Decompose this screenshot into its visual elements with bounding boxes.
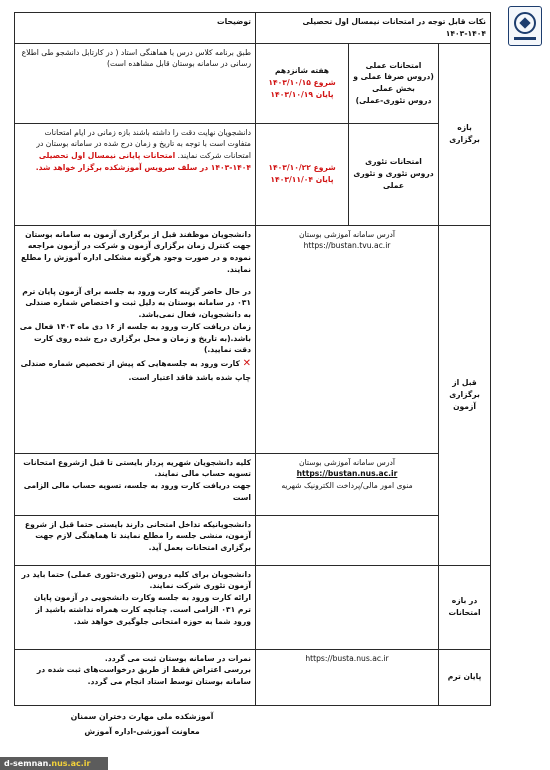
practical-exam-dates: هفته شانزدهم شروع ۱۴۰۳/۱۰/۱۵ پایان ۱۴۰۳/۱۰/۱۹ bbox=[256, 43, 349, 123]
page-title: نکات قابل توجه در امتحانات نیمسال اول تحصیلی ۱۴۰۴-۱۴۰۳ bbox=[256, 13, 491, 44]
theory-exam-name: امتحانات تئوری دروس تئوری و تئوری عملی bbox=[349, 123, 439, 225]
theory-exam-dates: شروع ۱۴۰۳/۱۰/۲۲ پایان ۱۴۰۳/۱۱/۰۴ bbox=[256, 123, 349, 225]
table-row bbox=[15, 225, 491, 453]
category-before-exam: قبل از برگزاری آزمون bbox=[439, 225, 491, 565]
during-exams-description bbox=[256, 565, 439, 649]
table-row bbox=[15, 123, 491, 225]
table-row bbox=[15, 515, 491, 565]
domain-watermark: d-semnan. nus.ac.ir bbox=[0, 757, 108, 770]
before-exam-block1-description: آدرس سامانه آموزشی بوستان https://bustan.tvu.ac.ir bbox=[256, 225, 439, 453]
during-exams-notes: دانشجویان برای کلیه دروس (تئوری-تئوری عملی) حتما باید در آزمون تئوری شرکت نمایند. ارائه کارت ورود به جلسه وکارت دانشجویی در آزمون پایان ترم ۰۳۱ الزامی است. چنانچه کارت همراه نداشته باشید از ورود شما به حوزه امتحانی جلوگیری خواهد شد. bbox=[15, 565, 256, 649]
theory-exam-description: دانشجویان نهایت دقت را داشته باشند بازه زمانی در ایام امتحانات متفاوت است با توجه به تاریخ و زمان درج شده در سامانه بوستان در امتحانات شرکت نمایند. امتحانات پایانی نیمسال اول تحصیلی ۱۴۰۴-۱۴۰۳ در سلف سرویس آموزشکده برگزار خواهد شد. bbox=[15, 123, 256, 225]
category-end-term: پایان ترم bbox=[439, 649, 491, 705]
cross-mark-icon: ✕ bbox=[242, 358, 251, 370]
category-holding-period: بازه برگزاری bbox=[439, 43, 491, 225]
table-row bbox=[15, 649, 491, 705]
before-exam-block1-notes: دانشجویان موظفند قبل از برگزاری آزمون به سامانه بوستان جهت کنترل زمان برگزاری آزمون و شرکت در آزمون مراجعه نموده و در صورت وجود هرگونه مشکلی اداره آموزش را مطلع نمایند. در حال حاضر گزینه کارت ورود به جلسه برای آزمون پایان ترم ۰۳۱ در سامانه بوستان به دلیل ثبت و اختصاص شماره صندلی به دانشجویان، فعال نمی‌باشد. زمان دریافت کارت ورود به جلسه از ۱۶ دی ماه ۱۴۰۳ فعال می باشد.(به تاریخ و زمان و محل برگزاری درج شده روی کارت دقت نمایید.) ✕ کارت ورود به جلسه‌هایی که پیش از تخصیص شماره صندلی چاپ شده باشد فاقد اعتبار است. bbox=[15, 225, 256, 453]
end-term-notes: نمرات در سامانه بوستان ثبت می گردد. بررسی اعتراض فقط از طریق درخواست‌های ثبت شده در سامانه بوستان توسط استاد انجام می گردد. bbox=[15, 649, 256, 705]
category-during-exams: در بازه امتحانات bbox=[439, 565, 491, 649]
before-exam-block3-notes: دانشجویانیکه تداخل امتحانی دارند بایستی حتما قبل از شروع آزمون، منشی جلسه را مطلع نمایند تا هماهنگی لازم جهت برگزاری امتحانات بعمل آید. bbox=[15, 515, 256, 565]
table-row bbox=[15, 565, 491, 649]
busta-nus-link[interactable]: https://busta.nus.ac.ir bbox=[305, 653, 389, 663]
end-term-description bbox=[256, 649, 439, 705]
footer-signature: آموزشکده ملی مهارت دختران سمنان معاونت آموزشی-اداره آموزش bbox=[70, 712, 214, 736]
bustan-tvu-link[interactable]: https://bustan.tvu.ac.ir bbox=[303, 241, 391, 251]
table-header-row bbox=[15, 13, 491, 44]
table-row bbox=[15, 43, 491, 123]
practical-exam-name: امتحانات عملی (دروس صرفا عملی و بخش عملی دروس تئوری-عملی) bbox=[349, 43, 439, 123]
university-logo-icon bbox=[508, 6, 542, 46]
before-exam-block2-description: آدرس سامانه آموزشی بوستان https://bustan.nus.ac.ir منوی امور مالی/پرداخت الکترونیک شهریه bbox=[256, 453, 439, 515]
before-exam-block2-notes: کلیه دانشجویان شهریه پرداز بایستی تا قبل ازشروع امتحانات تسویه حساب مالی نمایند. جهت دریافت کارت ورود به جلسه، تسویه حساب مالی الزامی است bbox=[15, 453, 256, 515]
before-exam-block3-description bbox=[256, 515, 439, 565]
practical-exam-description: طبق برنامه کلاس درس با هماهنگی استاد ( در کارتابل دانشجو طی اطلاع رسانی در سامانه بوستان قابل مشاهده است) bbox=[15, 43, 256, 123]
bustan-nus-link[interactable]: https://bustan.nus.ac.ir bbox=[296, 469, 398, 479]
table-row bbox=[15, 453, 491, 515]
description-header: توضیحات bbox=[15, 13, 256, 44]
exam-notes-table bbox=[14, 12, 491, 706]
